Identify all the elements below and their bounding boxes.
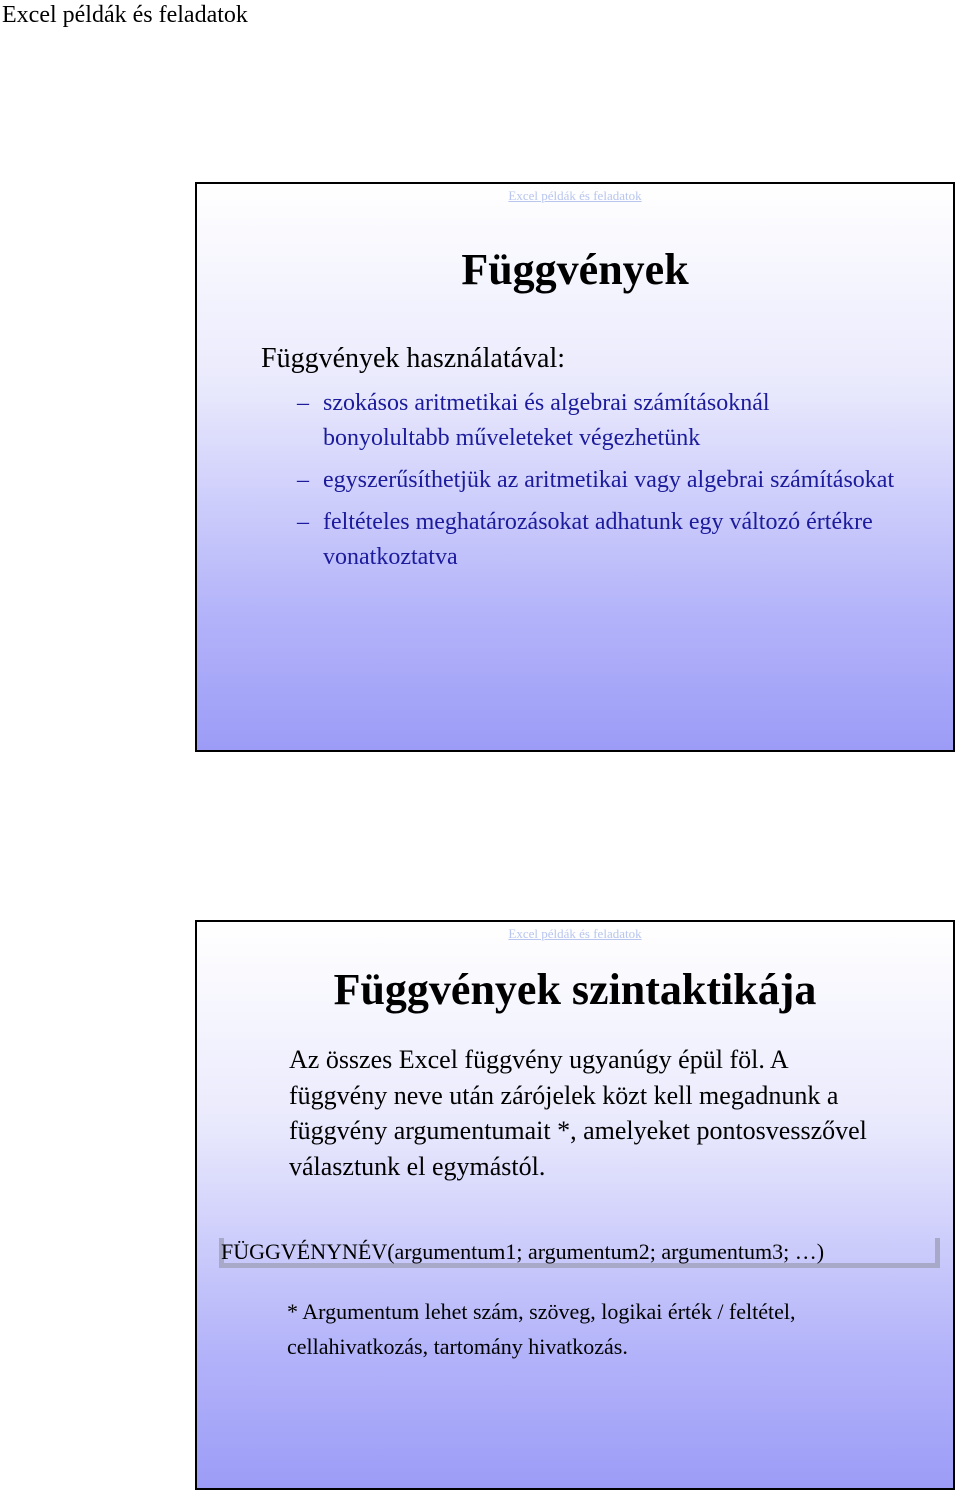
bullet-text: feltételes meghatározásokat adhatunk egy változó értékre vonatkoztatva xyxy=(323,509,873,570)
dash-bullet-icon: – xyxy=(297,509,309,535)
slide-title: Függvények xyxy=(461,245,689,294)
slide-function-syntax xyxy=(195,920,955,1490)
slide-lead-text: Függvények használatával: xyxy=(261,343,566,374)
syntax-description: Az összes Excel függvény ugyanúgy épül föl. A függvény neve után zárójelek közt kell megadnunk a függvény argumentumait *, amelyeket pontosvesszővel választunk el egymástól. xyxy=(289,1045,867,1181)
slide-functions xyxy=(195,182,955,752)
dash-bullet-icon: – xyxy=(297,467,309,493)
bullet-text: szokásos aritmetikai és algebrai számításoknál bonyolultabb műveleteket végezhetünk xyxy=(323,390,770,451)
bullet-text: egyszerűsíthetjük az aritmetikai vagy algebrai számításokat xyxy=(323,467,895,493)
document-header: Excel példák és feladatok xyxy=(2,2,248,28)
bullet-list xyxy=(297,386,897,582)
bullet-item xyxy=(297,463,897,498)
bullet-item xyxy=(297,386,897,456)
argument-note: * Argumentum lehet szám, szöveg, logikai érték / feltétel, cellahivatkozás, tartomány hivatkozás. xyxy=(287,1299,796,1359)
slide-header-link[interactable]: Excel példák és feladatok xyxy=(508,188,642,203)
bullet-item xyxy=(297,505,897,575)
dash-bullet-icon: – xyxy=(297,390,309,416)
slide-title: Függvények szintaktikája xyxy=(333,965,817,1014)
syntax-example: FÜGGVÉNYNÉV(argumentum1; argumentum2; argumentum3; …) xyxy=(221,1239,825,1264)
slide-header-link[interactable]: Excel példák és feladatok xyxy=(508,926,642,941)
